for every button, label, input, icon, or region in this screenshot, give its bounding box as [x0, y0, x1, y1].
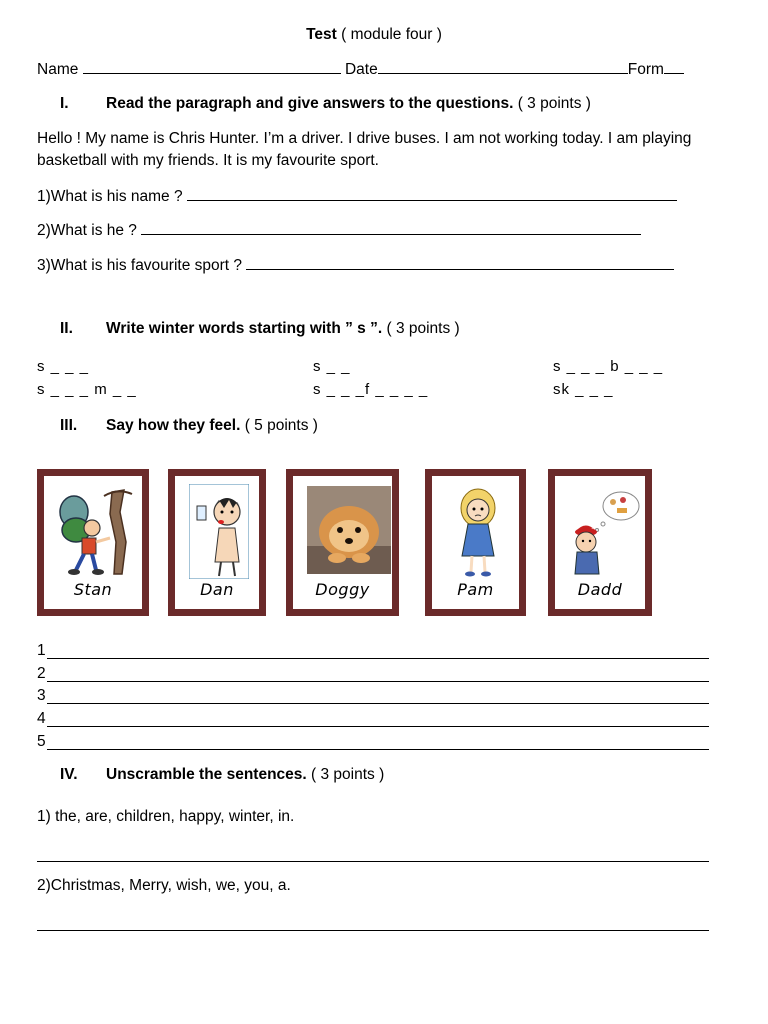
card-stan-label: Stan	[73, 580, 113, 599]
name-date-form-row	[37, 61, 684, 79]
answer-3-field[interactable]	[246, 257, 674, 270]
feel-answer-line-4[interactable]	[47, 726, 709, 727]
card-doggy	[286, 469, 399, 616]
section-2-heading	[60, 320, 460, 338]
scramble-sentence-1: 1) the, are, children, happy, winter, in.	[37, 808, 295, 825]
card-doggy-label: Doggy	[315, 580, 370, 599]
feel-answer-number-5: 5	[37, 733, 46, 750]
winter-word-4: s _ _ _ m _ _	[37, 381, 137, 398]
feel-answer-number-4: 4	[37, 710, 46, 727]
question-3	[37, 257, 674, 275]
scramble-sentence-2: 2)Christmas, Merry, wish, we, you, a.	[37, 877, 291, 894]
section-1-numeral: I.	[60, 95, 69, 112]
page-title	[0, 26, 748, 44]
question-2	[37, 222, 641, 240]
winter-word-1: s _ _ _	[37, 358, 90, 375]
sad-puppy-photo	[307, 486, 391, 574]
section-4-numeral: IV.	[60, 766, 78, 783]
hungry-man-image	[569, 486, 641, 576]
title-bold: Test	[306, 26, 337, 43]
section-1-points: ( 3 points )	[513, 95, 591, 112]
feel-answer-line-2[interactable]	[47, 681, 709, 682]
section-4-instruction: Unscramble the sentences.	[106, 766, 307, 783]
winter-word-6: sk _ _ _	[553, 381, 614, 398]
sick-boy-image	[189, 484, 249, 579]
section-3-heading	[60, 417, 318, 435]
date-label: Date	[344, 61, 378, 78]
section-1-heading	[60, 95, 591, 113]
feel-answer-line-1[interactable]	[47, 658, 709, 659]
feel-answer-number-1: 1	[37, 642, 46, 659]
card-stan	[37, 469, 149, 616]
question-2-text: 2)What is he ?	[37, 222, 137, 239]
date-field[interactable]	[378, 61, 628, 74]
section-2-instruction: Write winter words starting with ” s ”.	[106, 320, 383, 337]
card-dan-label: Dan	[200, 580, 234, 599]
feel-answer-line-3[interactable]	[47, 703, 709, 704]
card-pam	[425, 469, 526, 616]
section-2-numeral: II.	[60, 320, 73, 337]
winter-word-5: s _ _ _f _ _ _ _	[313, 381, 429, 398]
name-field[interactable]	[83, 61, 341, 74]
title-rest: ( module four )	[336, 26, 442, 43]
section-4-points: ( 3 points )	[306, 766, 385, 783]
section-4-heading	[60, 766, 384, 784]
section-1-instruction: Read the paragraph and give answers to the questions.	[106, 95, 514, 112]
winter-word-2: s _ _	[313, 358, 351, 375]
card-dan	[168, 469, 266, 616]
form-field[interactable]	[664, 61, 684, 74]
card-dadd	[548, 469, 652, 616]
answer-2-field[interactable]	[141, 222, 641, 235]
scramble-answer-line-1[interactable]	[37, 861, 709, 862]
feel-answer-number-3: 3	[37, 687, 46, 704]
feel-answer-number-2: 2	[37, 665, 46, 682]
section-2-points: ( 3 points )	[382, 320, 460, 337]
question-1	[37, 188, 677, 206]
answer-1-field[interactable]	[187, 188, 677, 201]
card-pam-label: Pam	[457, 580, 494, 599]
section-3-numeral: III.	[60, 417, 78, 434]
winter-word-3: s _ _ _ b _ _ _	[553, 358, 664, 375]
question-1-text: 1)What is his name ?	[37, 188, 183, 205]
form-label: Form	[627, 61, 664, 78]
scramble-answer-line-2[interactable]	[37, 930, 709, 931]
section-3-instruction: Say how they feel.	[106, 417, 241, 434]
name-label: Name	[37, 61, 79, 78]
card-dadd-label: Dadd	[577, 580, 623, 599]
thinking-girl-image	[448, 484, 508, 580]
hiker-tired-image	[52, 482, 142, 582]
feel-answer-line-5[interactable]	[47, 749, 709, 750]
question-3-text: 3)What is his favourite sport ?	[37, 257, 243, 274]
reading-paragraph: Hello ! My name is Chris Hunter. I’m a driver. I drive buses. I am not working today. I am playing basketball with my friends. It is my favourite sport.	[37, 130, 692, 169]
section-3-points: ( 5 points )	[240, 417, 318, 434]
